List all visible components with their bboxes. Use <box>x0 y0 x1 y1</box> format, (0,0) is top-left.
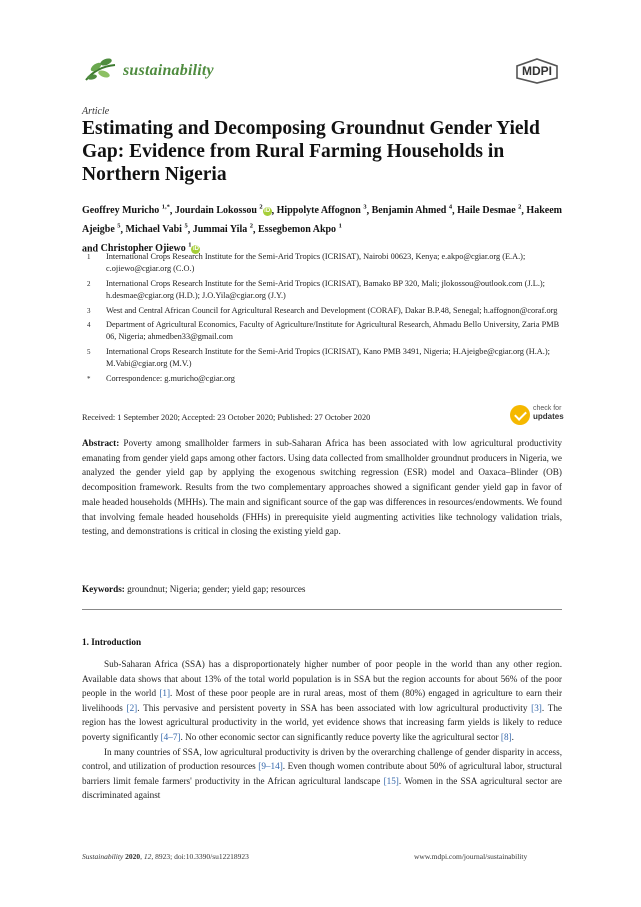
paragraph <box>82 745 562 803</box>
affiliation <box>82 251 562 275</box>
author-name: Geoffrey Muricho <box>82 205 160 217</box>
affiliation-text: International Crops Research Institute for the Semi-Arid Tropics (ICRISAT), Nairobi 00623, Kenya; e.akpo@cgiar.org (E.A.); c.ojiewo@cgiar.org (C.O.) <box>106 252 526 274</box>
orcid-icon[interactable]: iD <box>264 208 271 215</box>
affiliation-text: International Crops Research Institute for the Semi-Arid Tropics (ICRISAT), Kano PMB 3491, Nigeria; H.Ajeigbe@cgiar.org (H.A.); M.Vabi@cgiar.org (M.V.) <box>106 346 550 369</box>
author <box>277 205 367 216</box>
footer-volume: 12 <box>143 852 152 861</box>
abstract-text: Poverty among smallholder farmers in sub-Saharan Africa has been associated with low agricultural productivity emanating from gender yield gaps among other factors. Using data collected from smallholder groundnut producers in Nigeria, we analyzed the gender yield gap by applying the exogenous switching regression (ESR) model and Oaxaca–Blinder (OB) decomposition framework. Results from the two complementary approaches showed a significant gender yield gap in favor of male headed households (MHHs). The main and significant source of the gap was differences in resources/endowments. We found that involving female headed households (FHHs) in prerequisite yield augmenting activities like technology validation trials, testing, and demonstrations is critical in closing the existing yield gap. <box>82 438 562 537</box>
affiliation-number: 1 <box>87 253 91 261</box>
paragraph-text: . Most of these poor people are in rural areas, most of them (80%) engaged in agriculture to earn their livelihoods <box>82 688 563 713</box>
author-affil-sup: 1 <box>338 222 342 230</box>
author-name: Christopher Ojiewo <box>100 242 186 254</box>
paragraph-text: . This pervasive and persistent poverty in SSA has been associated with low agricultural productivity <box>137 702 532 713</box>
keywords-text: groundnut; Nigeria; gender; yield gap; resources <box>127 584 306 594</box>
paper-title: Estimating and Decomposing Groundnut Gender Yield Gap: Evidence from Rural Farming Households in Northern Nigeria <box>82 118 540 185</box>
affiliation-number: 5 <box>87 347 91 356</box>
author-affil-sup: 1 <box>188 241 192 249</box>
author-name: Haile Desmae <box>457 205 516 217</box>
author-affil-sup: 5 <box>184 222 188 230</box>
body-text <box>82 657 562 803</box>
citation-link[interactable]: [2] <box>126 702 138 713</box>
keywords-label: Keywords: <box>82 584 125 594</box>
publisher-name: MDPI <box>522 64 552 78</box>
paragraph-text: . <box>511 731 514 742</box>
journal-logo[interactable] <box>82 55 214 87</box>
citation-link[interactable]: [9–14] <box>258 761 283 772</box>
author-affil-sup: 2 <box>249 222 253 230</box>
author-affil-sup: 4 <box>448 204 453 211</box>
citation-link[interactable]: [4–7] <box>160 731 181 742</box>
paragraph-text: In many countries of SSA, low agricultural productivity is driven by the overarching challenge of gender disparity in access, control, and utilization of production resources <box>82 746 562 772</box>
author <box>457 205 521 216</box>
author <box>258 224 342 235</box>
paragraph-text: Sub-Saharan Africa (SSA) has a disproportionately higher number of poor people in the world than any other region. Available data shows that about 13% of the total world population is in SSA but the region accounts for about 56% of the poor people in the world <box>82 659 562 699</box>
affiliation-text: West and Central African Council for Agricultural Research and Development (CORAF), Dakar B.P.48, Senegal; h.affognon@coraf.org <box>106 305 558 315</box>
author-name: Jummai Yila <box>192 224 248 236</box>
author <box>82 205 170 216</box>
affiliation <box>82 373 562 385</box>
abstract <box>82 436 562 539</box>
affiliation-text: International Crops Research Institute for the Semi-Arid Tropics (ICRISAT), Bamako BP 320, Mali; jlokossou@outlook.com (J.L.); h.desmae@cgiar.org (H.D.); J.O.Yila@cgiar.org (J.Y.) <box>106 278 545 300</box>
check-badge-line2: updates <box>533 412 564 421</box>
author-name: Michael Vabi <box>125 224 182 236</box>
footer-year: 2020 <box>125 852 141 861</box>
affiliation-text: Correspondence: g.muricho@cgiar.org <box>106 373 235 383</box>
affiliation <box>82 319 562 343</box>
check-circle-icon <box>510 405 530 425</box>
publication-dates: Received: 1 September 2020; Accepted: 23 October 2020; Published: 27 October 2020 <box>82 413 371 422</box>
affiliation-number: 3 <box>87 306 91 315</box>
author-name: Hakeem Ajeigbe <box>82 205 562 236</box>
affiliation-number: * <box>87 374 91 383</box>
paragraph <box>82 657 562 745</box>
author-name: Jourdain Lokossou <box>174 205 257 217</box>
affiliation-list <box>82 251 562 387</box>
affiliation-number: 4 <box>87 321 91 330</box>
citation-link[interactable]: [15] <box>383 775 399 786</box>
check-for-updates-badge[interactable] <box>510 402 566 430</box>
paragraph-text: . Even though women contribute about 50% of agricultural labor, structural barriers limit female farmers' productivity in the African agricultural landscape <box>82 761 562 786</box>
section-heading: 1. Introduction <box>82 637 142 647</box>
author-affil-sup: 2 <box>518 204 522 211</box>
section-divider <box>82 609 562 610</box>
citation-link[interactable]: [1] <box>159 688 171 699</box>
paragraph-text: . Women in the SSA agricultural sector are discriminated against <box>82 775 562 801</box>
citation-link[interactable]: [8] <box>500 731 512 742</box>
footer-journal: Sustainability <box>82 852 124 861</box>
author-affil-sup: 2 <box>259 204 263 211</box>
author-name: Essegbemon Akpo <box>257 224 337 236</box>
affiliation <box>82 346 562 370</box>
citation-link[interactable]: [3] <box>531 702 542 713</box>
author <box>126 224 188 235</box>
footer-citation: Sustainability 2020, 12, 8923; doi:10.3390/su12218923 <box>82 852 249 861</box>
author-affil-sup: 3 <box>363 204 367 211</box>
keywords <box>82 584 306 594</box>
author <box>193 224 253 235</box>
author-list: Geoffrey Muricho $^{1,*}$, Jourdain Lokossou $^2$iD , Hippolyte Affognon $^3$, Benjamin Ahmed $^4$, Haile Desmae $^2$, Hakeem Ajeigbe $^5$, Michael Vabi $^5$, Jummai Yila $^2$, Essegbemon Akpo $^1$ and Christopher Ojiewo $^1$iD <box>82 204 562 254</box>
paragraph-text: . No other economic sector can significantly reduce poverty like the agricultural sector <box>180 731 501 742</box>
abstract-label: Abstract: <box>82 438 120 448</box>
affiliation-text: Department of Agricultural Economics, Faculty of Agriculture/Institute for Agricultural Research, Ahmadu Bello University, Zaria PMB 06, Nigeria; ahmedben33@gmail.com <box>106 320 560 342</box>
author-affil-sup: 1,* <box>161 204 170 211</box>
check-badge-line1: check for <box>533 405 562 412</box>
author <box>372 205 452 216</box>
leaf-icon <box>82 56 118 86</box>
author-name: Benjamin Ahmed <box>371 205 447 217</box>
footer-doi: , 8923; doi:10.3390/su12218923 <box>151 852 249 861</box>
footer-url[interactable]: www.mdpi.com/journal/sustainability <box>414 852 528 861</box>
paragraph-text: . The region has the lowest agricultural productivity in the world, yet evidence shows that increasing farm yields is likely to reduce poverty significantly <box>82 702 562 742</box>
journal-name: sustainability <box>123 62 214 79</box>
author-affil-sup: 5 <box>117 222 121 230</box>
author <box>175 205 272 216</box>
article-type: Article <box>82 106 110 117</box>
affiliation-number: 2 <box>87 279 91 288</box>
affiliation <box>82 305 562 317</box>
orcid-icon[interactable]: iD <box>192 245 199 252</box>
author-name: Hippolyte Affognon <box>276 205 361 217</box>
affiliation <box>82 278 562 302</box>
